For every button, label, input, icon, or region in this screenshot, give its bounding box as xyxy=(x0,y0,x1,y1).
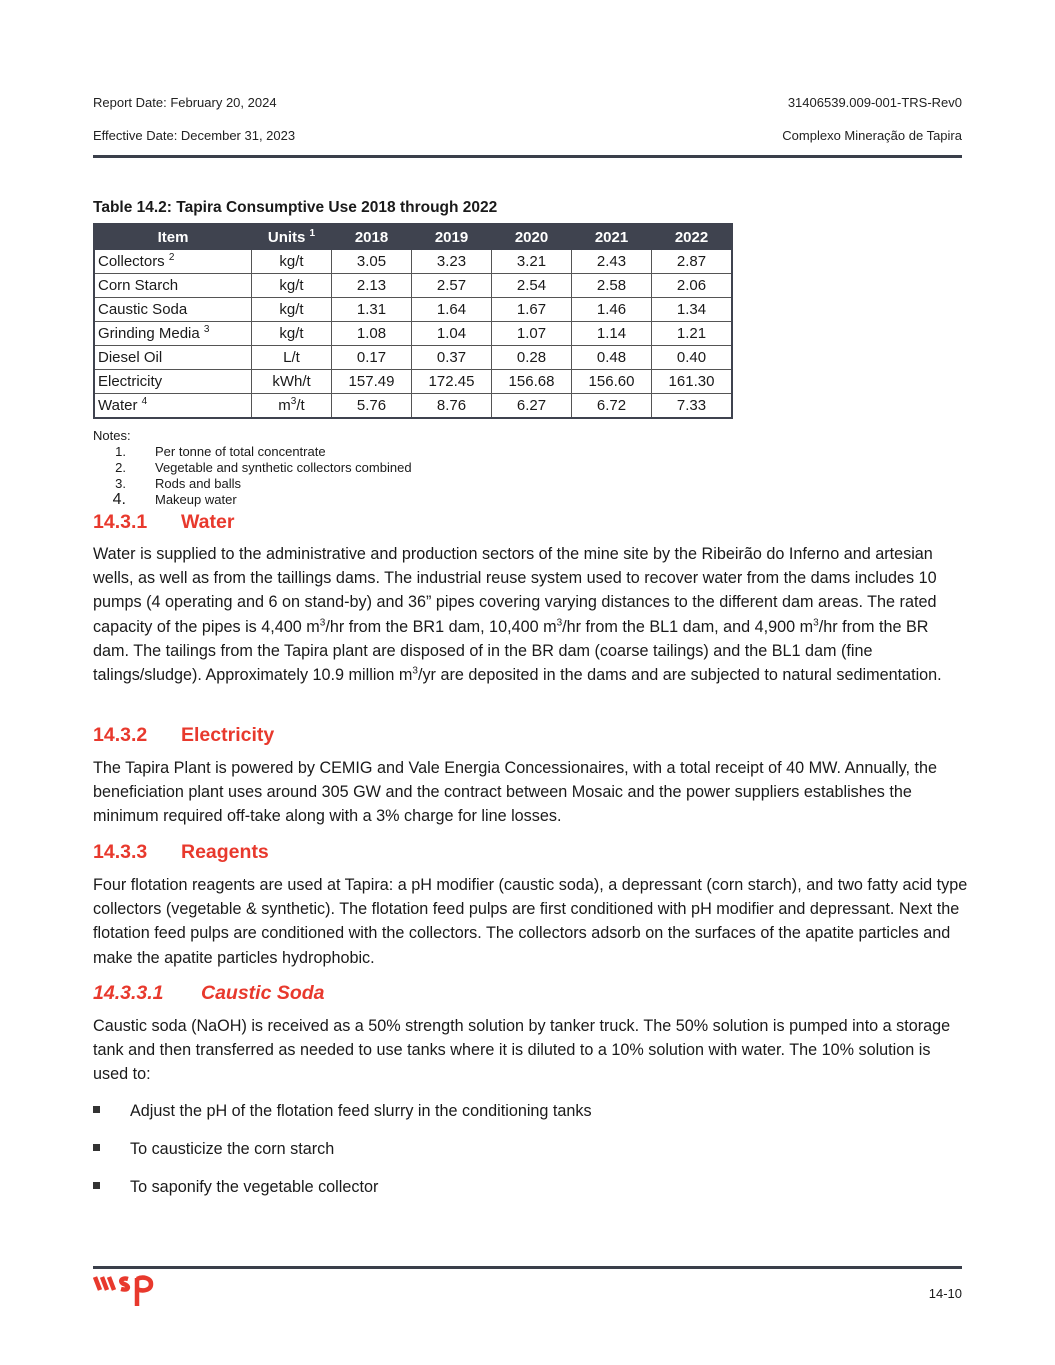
cell-value: 5.76 xyxy=(332,394,412,419)
cell-value: 2.54 xyxy=(492,274,572,298)
col-header-2018: 2018 xyxy=(332,224,412,250)
cell-value: 161.30 xyxy=(652,370,733,394)
bullet-square-icon xyxy=(93,1106,100,1113)
cell-value: 2.58 xyxy=(572,274,652,298)
cell-value: 2.57 xyxy=(412,274,492,298)
cell-value: 1.64 xyxy=(412,298,492,322)
cell-value: 0.48 xyxy=(572,346,652,370)
consumptive-use-table xyxy=(93,223,733,419)
table-header-row xyxy=(94,224,732,250)
table-row xyxy=(94,346,732,370)
cell-value: 1.21 xyxy=(652,322,733,346)
reagents-paragraph: Four flotation reagents are used at Tapira: a pH modifier (caustic soda), a depressant (corn starch), and two fatty acid type collectors (vegetable & synthetic). The flotation feed pulps are first conditioned with pH modifier and depressant. Next the flotation feed pulps are conditioned with the collectors. The collectors adsorb on the surfaces of the apatite particles and make the apatite particles hydrophobic. xyxy=(93,876,968,967)
section-heading-electricity: 14.3.2 Electricity xyxy=(93,724,275,746)
cell-value: 157.49 xyxy=(332,370,412,394)
cell-value: 156.60 xyxy=(572,370,652,394)
row-item: Collectors $^2$ xyxy=(94,250,252,274)
wsp-logo-icon xyxy=(93,1273,157,1309)
cell-value: 1.14 xyxy=(572,322,652,346)
row-units: kWh/t xyxy=(252,370,332,394)
row-item: Diesel Oil xyxy=(94,346,252,370)
cell-value: 0.40 xyxy=(652,346,733,370)
project-name: Complexo Mineração de Tapira xyxy=(782,128,962,143)
table-row xyxy=(94,370,732,394)
cell-value: 3.05 xyxy=(332,250,412,274)
table-row xyxy=(94,394,732,419)
water-paragraph: Water is supplied to the administrative and production sectors of the mine site by the Ribeirão do Inferno and artesian wells, as well as from the taillings dams. The industrial reuse system used to recover water from the dams includes 10 pumps (4 operating and 6 on stand-by) and 36” pipes covering varying distances to the different dam areas. The rated capacity of the pipes is 4,400 $m^3/hr$ from the BR1 dam, 10,400 $m^3/hr$ from the BL1 dam, and 4,900 $m^3/hr$ from the BR dam. The tailings from the Tapira plant are disposed of in the BR dam (coarse tailings) and the BL1 dam (fine talings/sludge). Approximately 10.9 million $m^3/yr$ are deposited in the dams and are subjected to natural sedimentation. xyxy=(93,545,942,685)
cell-value: 3.21 xyxy=(492,250,572,274)
note-item: 2. Vegetable and synthetic collectors combined xyxy=(115,460,412,475)
cell-value: 2.13 xyxy=(332,274,412,298)
cell-value: 1.67 xyxy=(492,298,572,322)
cell-value: 1.07 xyxy=(492,322,572,346)
cell-value: 2.43 xyxy=(572,250,652,274)
table-row xyxy=(94,250,732,274)
cell-value: 6.27 xyxy=(492,394,572,419)
note-item: 4. Makeup water xyxy=(112,491,237,508)
header-divider xyxy=(93,155,962,158)
cell-value: 2.06 xyxy=(652,274,733,298)
note-item: 1. Per tonne of total concentrate xyxy=(115,444,326,459)
row-item: Electricity xyxy=(94,370,252,394)
cell-value: 172.45 xyxy=(412,370,492,394)
cell-value: 1.31 xyxy=(332,298,412,322)
notes-label: Notes: xyxy=(93,428,131,443)
document-id: 31406539.009-001-TRS-Rev0 xyxy=(787,95,962,110)
cell-value: 0.28 xyxy=(492,346,572,370)
section-heading-water: 14.3.1 Water xyxy=(93,511,235,533)
cell-value: 1.34 xyxy=(652,298,733,322)
page-number: 14-10 xyxy=(928,1286,962,1301)
col-header-2019: 2019 xyxy=(412,224,492,250)
row-item: Grinding Media $^3$ xyxy=(94,322,252,346)
table-notes xyxy=(93,428,412,508)
cell-value: 8.76 xyxy=(412,394,492,419)
effective-date: Effective Date: December 31, 2023 xyxy=(93,128,296,143)
row-item: Water $^4$ xyxy=(94,394,252,419)
electricity-paragraph: The Tapira Plant is powered by CEMIG and Vale Energia Concessionaires, with a total receipt of 40 MW. Annually, the beneficiation plant uses around 305 GW and the contract between Mosaic and the power suppliers establishes the minimum required off-take along with a 3% charge for line losses. xyxy=(93,759,937,826)
section-heading-reagents: 14.3.3 Reagents xyxy=(93,841,269,863)
cell-value: 156.68 xyxy=(492,370,572,394)
col-header-2022: 2022 xyxy=(652,224,733,250)
row-item: Caustic Soda xyxy=(94,298,252,322)
table-title: Table 14.2: Tapira Consumptive Use 2018 through 2022 xyxy=(93,199,498,216)
section-heading-caustic-soda: 14.3.3.1 Caustic Soda xyxy=(93,982,325,1004)
table-row xyxy=(94,322,732,346)
col-header-item: Item xyxy=(94,224,252,250)
bullet-item: To causticize the corn starch xyxy=(93,1140,334,1159)
cell-value: 1.04 xyxy=(412,322,492,346)
cell-value: 2.87 xyxy=(652,250,733,274)
cell-value: 0.37 xyxy=(412,346,492,370)
cell-value: 1.46 xyxy=(572,298,652,322)
cell-value: 0.17 xyxy=(332,346,412,370)
cell-value: 3.23 xyxy=(412,250,492,274)
caustic-soda-paragraph: Caustic soda (NaOH) is received as a 50% strength solution by tanker truck. The 50% solution is pumped into a storage tank and then transferred as needed to use tanks where it is diluted to a 10% solution with water. The 10% solution is used to: xyxy=(93,1017,951,1084)
row-units: kg/t xyxy=(252,322,332,346)
row-units: kg/t xyxy=(252,250,332,274)
col-header-2021: 2021 xyxy=(572,224,652,250)
row-units: $m^3/t$ xyxy=(252,394,332,419)
report-date: Report Date: February 20, 2024 xyxy=(93,95,277,110)
cell-value: 1.08 xyxy=(332,322,412,346)
footer-divider xyxy=(93,1266,962,1269)
table-row xyxy=(94,274,732,298)
row-units: kg/t xyxy=(252,274,332,298)
cell-value: 7.33 xyxy=(652,394,733,419)
row-item: Corn Starch xyxy=(94,274,252,298)
col-header-units: Units $^1$ xyxy=(252,224,332,250)
cell-value: 6.72 xyxy=(572,394,652,419)
bullet-square-icon xyxy=(93,1144,100,1151)
row-units: kg/t xyxy=(252,298,332,322)
bullet-item: Adjust the pH of the flotation feed slurry in the conditioning tanks xyxy=(93,1102,592,1121)
bullet-square-icon xyxy=(93,1182,100,1189)
col-header-2020: 2020 xyxy=(492,224,572,250)
row-units: L/t xyxy=(252,346,332,370)
note-item: 3. Rods and balls xyxy=(115,476,241,491)
table-row xyxy=(94,298,732,322)
bullet-item: To saponify the vegetable collector xyxy=(93,1178,378,1197)
